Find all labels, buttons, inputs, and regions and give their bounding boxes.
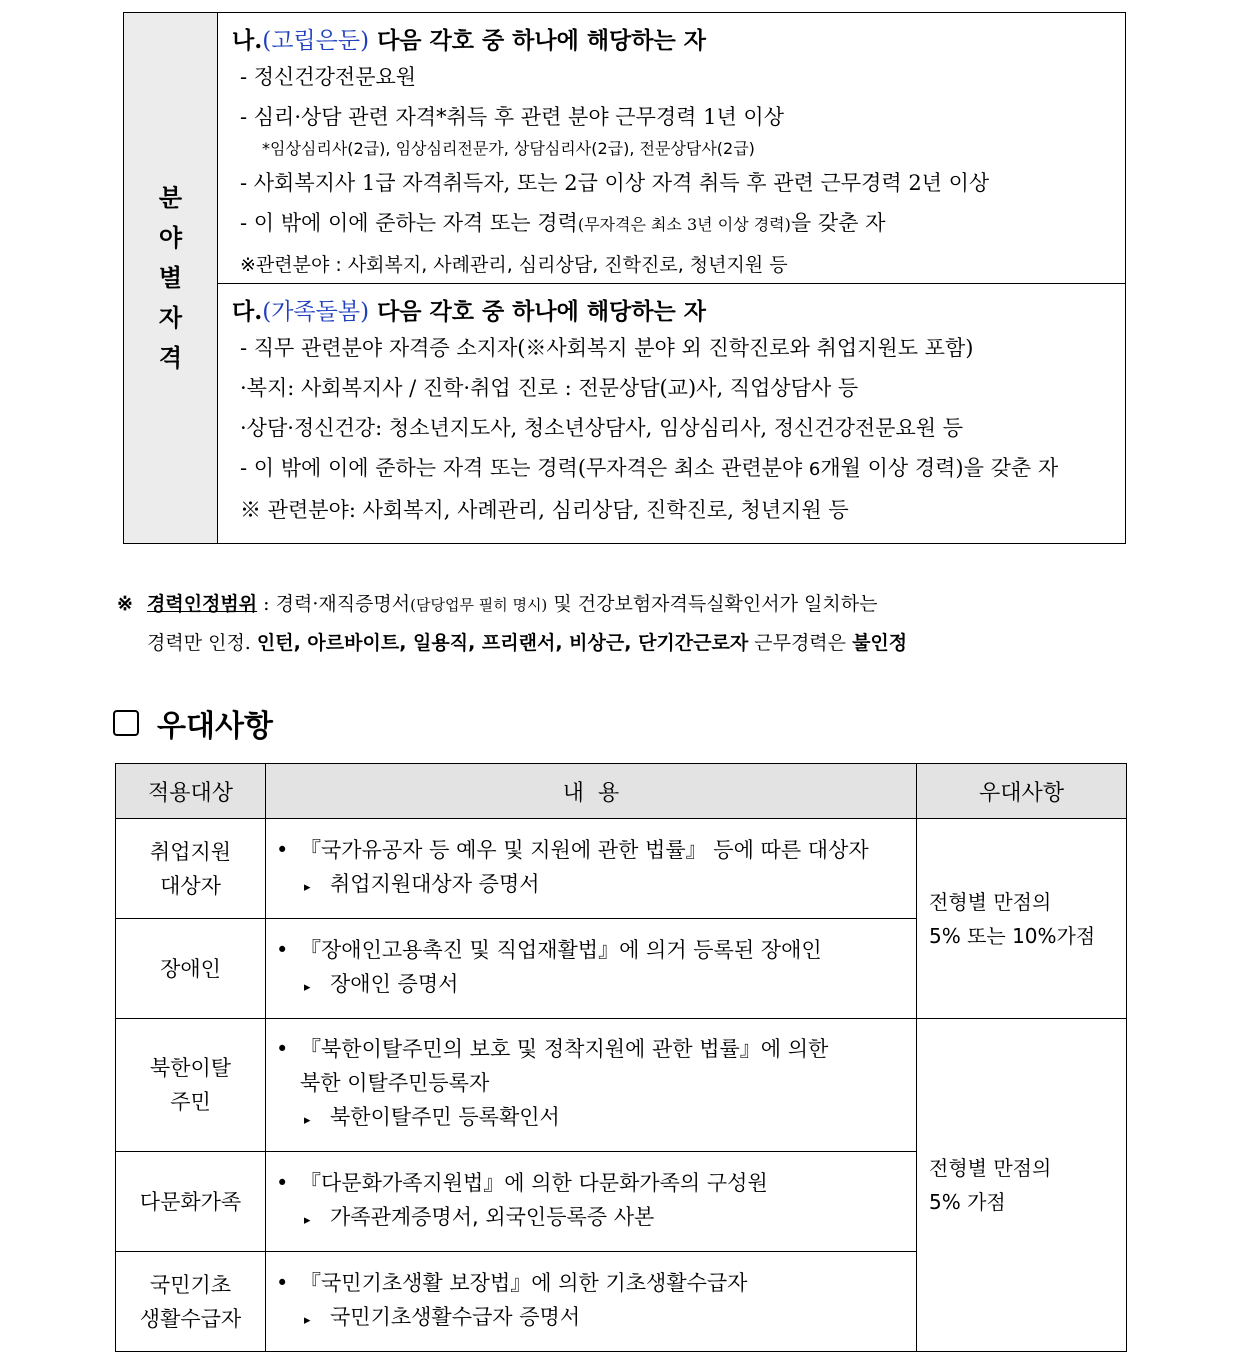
category-label: (고립은둔) <box>262 28 370 54</box>
content-cell: • 『북한이탈주민의 보호 및 정착지원에 관한 법률』에 의한 북한 이탈주민등록자 ▸ 북한이탈주민 등록확인서 <box>266 1019 917 1152</box>
career-recognition-note <box>117 585 1127 662</box>
note-mark: ※ <box>117 593 133 615</box>
bullet-icon: • <box>276 1270 289 1295</box>
not-recognized-label: 불인정 <box>852 632 908 654</box>
content-cell: • 『국가유공자 등 예우 및 지원에 관한 법률』 등에 따른 대상자 ▸ 취업지원대상자 증명서 <box>266 819 917 919</box>
target-cell: 다문화가족 <box>116 1152 266 1252</box>
qualification-da-cell <box>218 284 1126 544</box>
side-label-cell <box>124 13 218 544</box>
content-cell: • 『국민기초생활 보장법』에 의한 기초생활수급자 ▸ 국민기초생활수급자 증명서 <box>266 1252 917 1352</box>
qualification-line: - 이 밖에 이에 준하는 자격 또는 경력(무자격은 최소 3년 이상 경력)을 갖춘 자 <box>240 211 886 235</box>
bullet-icon: • <box>276 937 289 962</box>
side-char: 야 <box>158 223 183 252</box>
bullet-icon: • <box>276 1037 289 1061</box>
benefit-cell: 전형별 만점의 5% 가점 <box>917 1019 1127 1352</box>
table-row <box>116 1019 1127 1152</box>
content-cell: • 『다문화가족지원법』에 의한 다문화가족의 구성원 ▸ 가족관계증명서, 외국인등록증 사본 <box>266 1152 917 1252</box>
qualification-line: ·복지: 사회복지사 / 진학·취업 진로 : 전문상담(교)사, 직업상담사 등 <box>240 376 859 400</box>
table-header-row <box>116 764 1127 819</box>
preference-table <box>115 763 1127 1352</box>
content-cell: • 『장애인고용촉진 및 직업재활법』에 의거 등록된 장애인 ▸ 장애인 증명서 <box>266 919 917 1019</box>
qualification-line: - 이 밖에 이에 준하는 자격 또는 경력(무자격은 최소 관련분야 6개월 이상 경력)을 갖춘 자 <box>240 456 1059 480</box>
table-row <box>116 819 1127 919</box>
qualification-related-fields: ※관련분야 : 사회복지, 사례관리, 심리상담, 진학진로, 청년지원 등 <box>240 254 788 276</box>
side-char: 격 <box>158 343 183 372</box>
qualification-line: - 심리·상담 관련 자격*취득 후 관련 분야 근무경력 1년 이상 <box>240 105 784 129</box>
qualification-related-fields: ※ 관련분야: 사회복지, 사례관리, 심리상담, 진학진로, 청년지원 등 <box>240 498 849 522</box>
triangle-right-icon: ▸ <box>304 1113 311 1128</box>
header-target: 적용대상 <box>116 764 266 819</box>
qualification-da-heading: 다.(가족돌봄) 다음 각호 중 하나에 해당하는 자 <box>232 298 706 325</box>
checkbox-square-icon <box>113 710 139 736</box>
qualification-line: - 정신건강전문요원 <box>240 65 417 89</box>
qualification-line: ·상담·정신건강: 청소년지도사, 청소년상담사, 임상심리사, 정신건강전문요원 등 <box>240 416 963 440</box>
note-label: 경력인정범위 <box>147 593 258 615</box>
side-char: 분 <box>158 183 183 212</box>
triangle-right-icon: ▸ <box>304 1212 311 1228</box>
target-cell: 북한이탈 주민 <box>116 1019 266 1152</box>
note-line-2: 경력만 인정. 인턴, 아르바이트, 일용직, 프리랜서, 비상근, 단기간근로자 근무경력은 불인정 <box>147 632 908 654</box>
bullet-icon: • <box>276 837 289 862</box>
benefit-cell: 전형별 만점의 5% 또는 10%가점 <box>917 819 1127 1019</box>
header-content: 내 용 <box>266 764 917 819</box>
side-char: 자 <box>158 303 183 332</box>
qualification-footnote: *임상심리사(2급), 임상심리전문가, 상담심리사(2급), 전문상담사(2급) <box>262 139 755 158</box>
section-title <box>113 700 273 746</box>
bullet-icon: • <box>276 1170 289 1195</box>
qualification-line: - 사회복지사 1급 자격취득자, 또는 2급 이상 자격 취득 후 관련 근무경력 2년 이상 <box>240 171 990 195</box>
qualification-table <box>123 12 1126 544</box>
target-cell: 국민기초 생활수급자 <box>116 1252 266 1352</box>
qualification-na-heading: 나.(고립은둔) 다음 각호 중 하나에 해당하는 자 <box>232 27 706 54</box>
header-benefit: 우대사항 <box>917 764 1127 819</box>
section-title-text: 우대사항 <box>157 709 273 744</box>
triangle-right-icon: ▸ <box>304 1312 311 1328</box>
target-cell: 장애인 <box>116 919 266 1019</box>
target-cell: 취업지원 대상자 <box>116 819 266 919</box>
excluded-work-types: 인턴, 아르바이트, 일용직, 프리랜서, 비상근, 단기간근로자 <box>256 632 749 654</box>
triangle-right-icon: ▸ <box>304 879 311 895</box>
qualification-line: - 직무 관련분야 자격증 소지자(※사회복지 분야 외 진학진로와 취업지원도 포함) <box>240 336 974 360</box>
qualification-na-cell <box>218 13 1126 284</box>
triangle-right-icon: ▸ <box>304 979 311 995</box>
category-label: (가족돌봄) <box>262 299 370 325</box>
side-char: 별 <box>158 263 183 292</box>
note-line-1: ※ 경력인정범위 : 경력·재직증명서(담당업무 필히 명시) 및 건강보험자격득실확인서가 일치하는 <box>117 585 1127 624</box>
side-label <box>124 178 217 378</box>
